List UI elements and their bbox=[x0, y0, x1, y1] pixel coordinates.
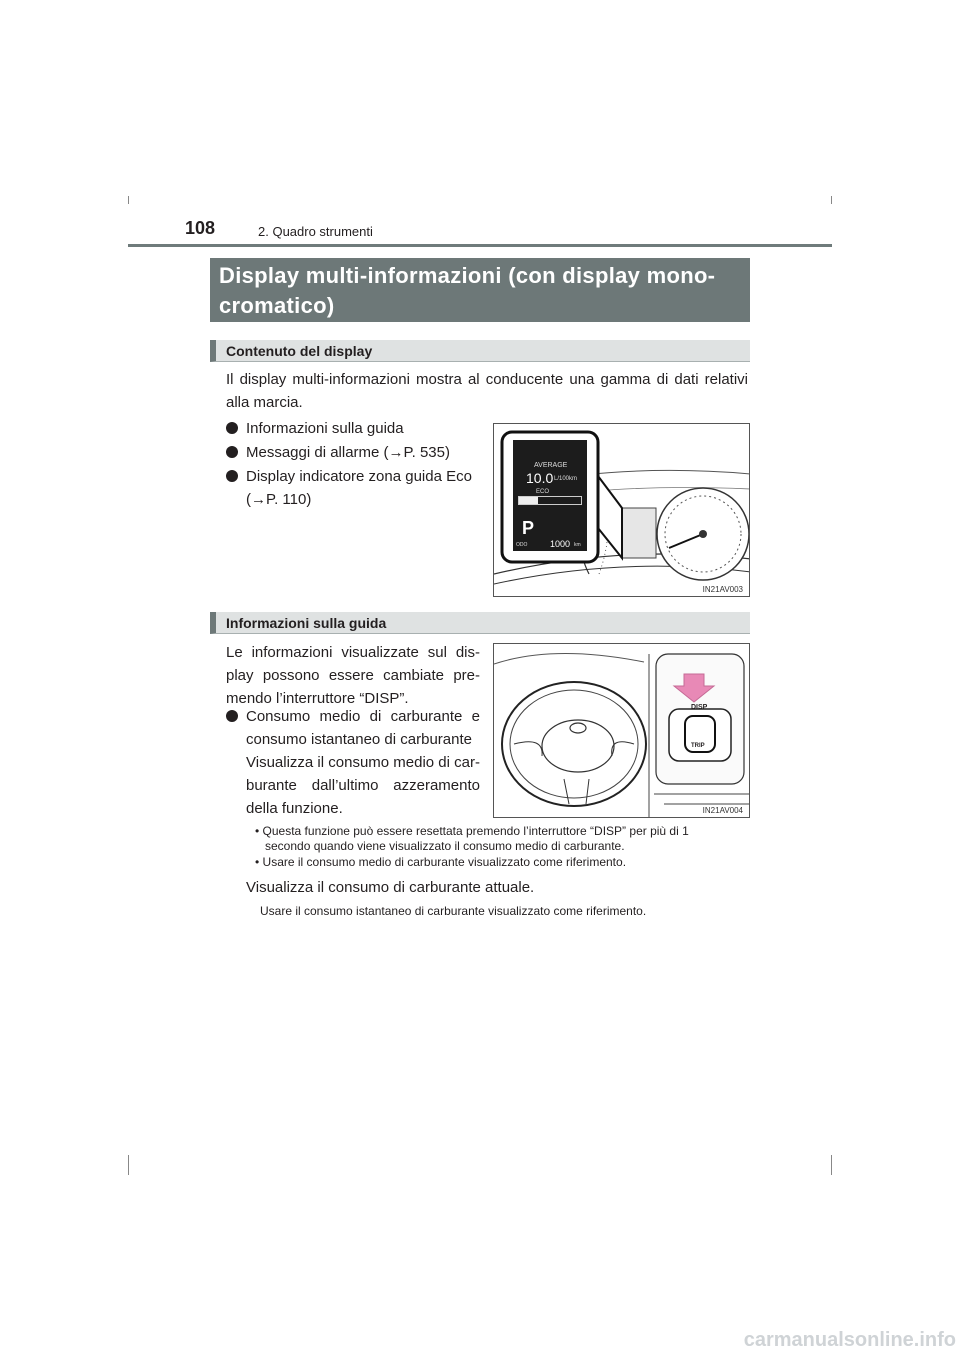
bullet-icon bbox=[226, 446, 238, 458]
page-number: 108 bbox=[185, 218, 216, 238]
steering-wheel-illustration bbox=[494, 644, 750, 818]
screen-unit: L/100km bbox=[554, 476, 578, 482]
figure-code: IN21AV003 bbox=[702, 585, 743, 594]
crop-mark bbox=[128, 1155, 129, 1175]
description-text: Visualizza il consumo di carburante attuale. bbox=[246, 879, 535, 896]
intro-text: Il display multi-informazioni mostra al conducente una gamma di dati relativi alla marcia. bbox=[226, 371, 748, 411]
screen-odo-label: ODO bbox=[516, 542, 528, 548]
watermark: carmanualsonline.info bbox=[743, 1329, 956, 1351]
intro-text-line: Le informazioni visualizzate sul dis- bbox=[226, 644, 480, 661]
screen-average-label: AVERAGE bbox=[534, 462, 568, 469]
crop-mark bbox=[128, 196, 129, 204]
note-line: • Questa funzione può essere resettata premendo l’interruttore “DISP” per più di 1 bbox=[255, 824, 689, 838]
steering-wheel-figure bbox=[493, 643, 750, 818]
screen-odo-unit: km bbox=[574, 542, 581, 548]
screen-gear: P bbox=[522, 518, 535, 538]
list-item: Consumo medio di carburante e bbox=[226, 705, 480, 728]
subheading-display-content: Contenuto del display bbox=[210, 340, 750, 362]
bullet-icon bbox=[226, 710, 238, 722]
list-item-continuation: (→P. 110) bbox=[246, 491, 312, 508]
header-rule bbox=[128, 244, 832, 247]
list-item-continuation: consumo istantaneo di carburante bbox=[246, 731, 472, 748]
screen-odo-value: 1000 bbox=[550, 539, 571, 549]
list-item: Messaggi di allarme (→P. 535) bbox=[226, 441, 450, 464]
description-line: Visualizza il consumo medio di car- bbox=[246, 754, 480, 771]
crop-mark bbox=[831, 1155, 832, 1175]
intro-text-line: mendo l’interruttore “DISP”. bbox=[226, 690, 409, 707]
crop-mark bbox=[831, 196, 832, 204]
description-line: della funzione. bbox=[246, 800, 343, 817]
intro-text-line: play possono essere cambiate pre- bbox=[226, 667, 480, 684]
note-text: Usare il consumo istantaneo di carburante visualizzato come riferimento. bbox=[260, 904, 647, 918]
instrument-cluster-figure bbox=[493, 423, 750, 597]
title-line: cromatico) bbox=[219, 293, 335, 318]
eco-bar bbox=[518, 496, 582, 505]
disp-button-label: DISP bbox=[691, 704, 708, 711]
figure-code: IN21AV004 bbox=[702, 806, 743, 815]
bullet-icon bbox=[226, 470, 238, 482]
list-item: Informazioni sulla guida bbox=[226, 417, 404, 440]
section-title: 2. Quadro strumenti bbox=[258, 224, 373, 239]
note-line: secondo quando viene visualizzato il consumo medio di carburante. bbox=[265, 839, 625, 853]
description-line: burante dall’ultimo azzeramento bbox=[246, 777, 480, 794]
note-line: • Usare il consumo medio di carburante visualizzato come riferimento. bbox=[255, 855, 627, 869]
list-item: Display indicatore zona guida Eco bbox=[226, 465, 480, 488]
bullet-icon bbox=[226, 422, 238, 434]
screen-eco-label: ECO bbox=[536, 489, 550, 495]
screen-consumption-value: 10.0 bbox=[526, 470, 554, 486]
page-title bbox=[210, 258, 750, 322]
trip-button-label: TRIP bbox=[691, 743, 705, 749]
subheading-driving-info: Informazioni sulla guida bbox=[210, 612, 750, 634]
title-line: Display multi-informazioni (con display mono- bbox=[219, 263, 716, 288]
instrument-cluster-illustration bbox=[494, 424, 750, 597]
